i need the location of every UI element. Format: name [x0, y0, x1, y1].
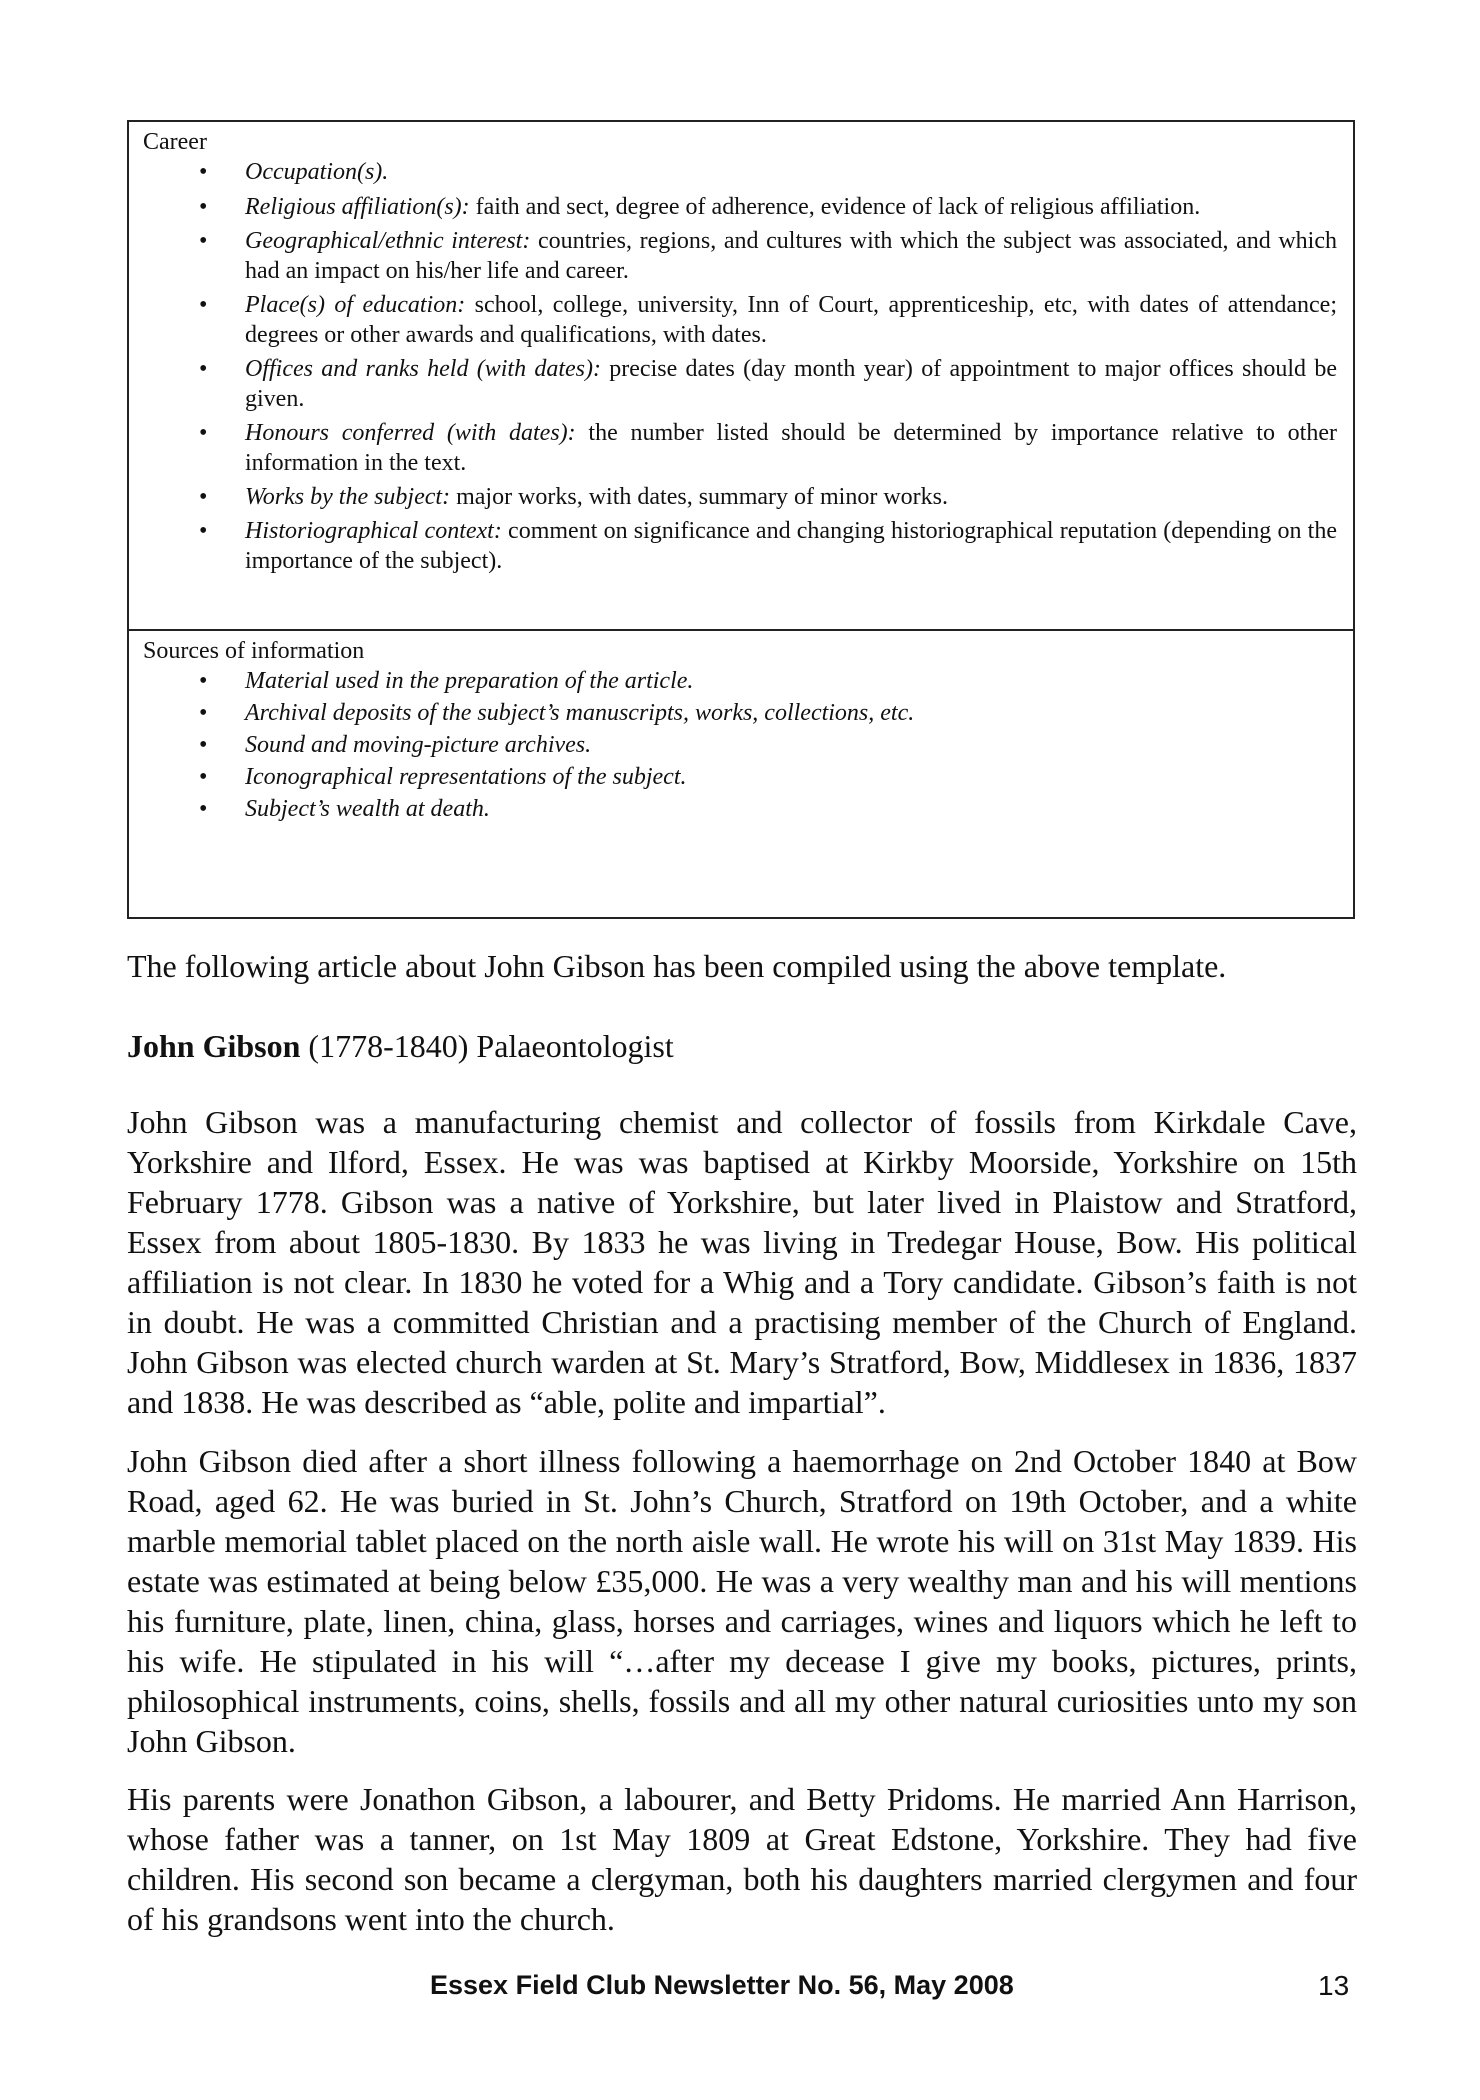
- career-section: [129, 122, 1353, 631]
- bullet-icon: •: [199, 518, 208, 544]
- career-item-label: Historiographical context:: [245, 518, 502, 544]
- sources-item-label: Iconographical representations of the subject.: [245, 764, 687, 790]
- sources-item-label: Subject’s wealth at death.: [245, 796, 490, 822]
- sources-item: [143, 665, 1339, 697]
- career-item: [143, 516, 1339, 576]
- bullet-icon: •: [199, 732, 208, 758]
- career-item: [143, 418, 1339, 478]
- career-item: [143, 354, 1339, 414]
- page-number: 13: [1318, 1970, 1350, 2001]
- bullet-icon: •: [199, 292, 208, 318]
- career-item-text: school, college, university, Inn of Court, apprenticeship, etc, with dates of attendance; degrees or other awards and qualifications, with dates.: [245, 292, 1337, 348]
- template-table: [127, 120, 1355, 919]
- intro-text: The following article about John Gibson has been compiled using the above template.: [127, 948, 1227, 984]
- career-item: [143, 290, 1339, 350]
- career-item-text: countries, regions, and cultures with which the subject was associated, and which had an impact on his/her life and career.: [245, 228, 1337, 284]
- career-item-text: comment on significance and changing historiographical reputation (depending on the importance of the subject).: [245, 518, 1337, 574]
- bullet-icon: •: [199, 764, 208, 790]
- bullet-icon: •: [199, 484, 208, 510]
- bullet-icon: •: [199, 159, 208, 185]
- sources-item: [143, 729, 1339, 761]
- bullet-icon: •: [199, 700, 208, 726]
- bullet-icon: •: [199, 668, 208, 694]
- sources-item-label: Material used in the preparation of the article.: [245, 668, 694, 694]
- career-item: [143, 192, 1339, 222]
- sources-heading: Sources of information: [143, 638, 365, 664]
- career-item-text: faith and sect, degree of adherence, evidence of lack of religious affiliation.: [469, 194, 1201, 220]
- sources-section: [129, 631, 1353, 917]
- article-title-rest: (1778-1840) Palaeontologist: [300, 1028, 674, 1064]
- career-item-label: Place(s) of education:: [245, 292, 466, 318]
- career-item: [143, 226, 1339, 286]
- sources-list: [143, 665, 1339, 825]
- sources-item: [143, 761, 1339, 793]
- article-paragraph: John Gibson was a manufacturing chemist and collector of fossils from Kirkdale Cave, Yorkshire and Ilford, Essex. He was was baptised at Kirkby Moorside, Yorkshire on 15th February 1778. Gibson was a native of Yorkshire, but later lived in Plaistow and Stratford, Essex from about 1805-1830. By 1833 he was living in Tredegar House, Bow. His political affiliation is not clear. In 1830 he voted for a Whig and a Tory candidate. Gibson’s faith is not in doubt. He was a committed Christian and a practising member of the Church of England. John Gibson was elected church warden at St. Mary’s Stratford, Bow, Middlesex in 1836, 1837 and 1838. He was described as “able, polite and impartial”.: [127, 1104, 1357, 1420]
- bullet-icon: •: [199, 420, 208, 446]
- article-paragraph: His parents were Jonathon Gibson, a labourer, and Betty Pridoms. He married Ann Harrison, whose father was a tanner, on 1st May 1809 at Great Edstone, Yorkshire. They had five children. His second son became a clergyman, both his daughters married clergymen and four of his grandsons went into the church.: [127, 1781, 1357, 1937]
- career-item-label: Offices and ranks held (with dates):: [245, 356, 601, 382]
- bullet-icon: •: [199, 356, 208, 382]
- career-item-text: major works, with dates, summary of minor works.: [450, 484, 949, 510]
- sources-item-label: Sound and moving-picture archives.: [245, 732, 592, 758]
- career-item-label: Geographical/ethnic interest:: [245, 228, 531, 254]
- sources-item: [143, 697, 1339, 729]
- career-heading: Career: [143, 129, 207, 155]
- bullet-icon: •: [199, 194, 208, 220]
- career-item-label: Religious affiliation(s):: [245, 194, 470, 220]
- sources-item-label: Archival deposits of the subject’s manuscripts, works, collections, etc.: [245, 700, 915, 726]
- footer-newsletter: Essex Field Club Newsletter No. 56, May 2008: [430, 1970, 1014, 2000]
- career-item-label: Occupation(s).: [245, 159, 389, 185]
- career-item: [143, 156, 1339, 188]
- sources-item: [143, 793, 1339, 825]
- bullet-icon: •: [199, 228, 208, 254]
- career-list: [143, 156, 1339, 576]
- bullet-icon: •: [199, 796, 208, 822]
- career-item-text: precise dates (day month year) of appointment to major offices should be given.: [245, 356, 1337, 412]
- career-item-text: the number listed should be determined by importance relative to other information in the text.: [245, 420, 1337, 476]
- article-paragraph: John Gibson died after a short illness following a haemorrhage on 2nd October 1840 at Bow Road, aged 62. He was buried in St. John’s Church, Stratford on 19th October, and a white marble memorial tablet placed on the north aisle wall. He wrote his will on 31st May 1839. His estate was estimated at being below £35,000. He was a very wealthy man and his will mentions his furniture, plate, linen, china, glass, horses and carriages, wines and liquors which he left to his wife. He stipulated in his will “…after my decease I give my books, pictures, prints, philosophical instruments, coins, shells, fossils and all my other natural curiosities unto my son John Gibson.: [127, 1443, 1357, 1759]
- career-item-label: Works by the subject:: [245, 484, 451, 510]
- article-title: [127, 1026, 1357, 1066]
- article-title-name: John Gibson: [127, 1028, 301, 1064]
- career-item: [143, 482, 1339, 512]
- career-item-label: Honours conferred (with dates):: [245, 420, 576, 446]
